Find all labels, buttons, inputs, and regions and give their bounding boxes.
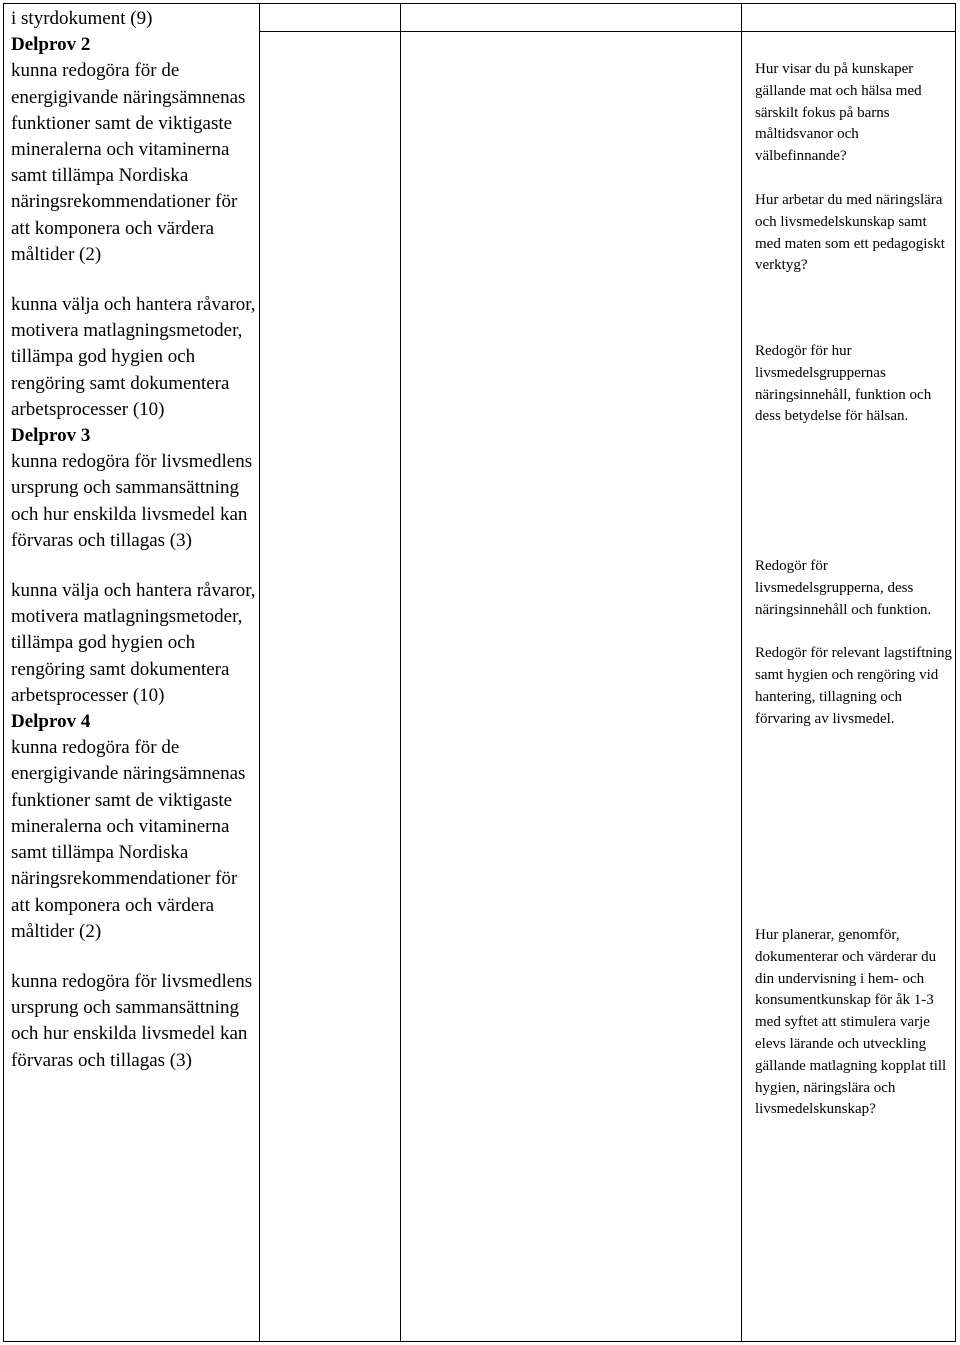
empty-cell bbox=[260, 32, 400, 1342]
goal-text: kunna redogöra för livsmedlens ursprung och sammansättning och hur enskilda livsmedel kan förvaras och tillagas (3) bbox=[11, 970, 253, 1071]
goal-text: kunna redogöra för de energigivande näringsämnenas funktioner samt de viktigaste mineralerna och vitaminerna samt tillämpa Nordiska näringsrekommendationer för att komponera och värdera måltider (2) bbox=[11, 737, 246, 942]
section-heading-delprov-4: Delprov 4 bbox=[11, 711, 91, 733]
goal-text: kunna redogöra för de energigivande näringsämnenas funktioner samt de viktigaste mineralerna och vitaminerna samt tillämpa Nordiska näringsrekommendationer för att komponera och värdera måltider (2) bbox=[11, 60, 246, 265]
question-text: Redogör för livsmedelsgrupperna, dess näringsinnehåll och funktion. bbox=[755, 558, 932, 618]
question-text: Redogör för hur livsmedelsgruppernas näringsinnehåll, funktion och dess betydelse för hälsan. bbox=[755, 343, 932, 425]
empty-cell bbox=[401, 32, 741, 1342]
goal-text: kunna välja och hantera råvaror, motivera matlagningsmetoder, tillämpa god hygien och rengöring samt dokumentera arbetsprocesser (10) bbox=[11, 580, 256, 706]
goals-column bbox=[11, 6, 259, 1074]
section-title: i styrdokument (9) bbox=[11, 8, 153, 29]
question-text: Redogör för relevant lagstiftning samt hygien och rengöring vid hantering, tillagning och förvaring av livsmedel. bbox=[755, 645, 953, 727]
column-divider bbox=[741, 3, 742, 1342]
question-text: Hur visar du på kunskaper gällande mat och hälsa med särskilt fokus på barns måltidsvanor och välbefinnande? bbox=[755, 61, 922, 165]
section-heading-delprov-3: Delprov 3 bbox=[11, 425, 91, 447]
questions-delprov-3 bbox=[755, 556, 953, 731]
question-text: Hur planerar, genomför, dokumenterar och värderar du din undervisning i hem- och konsumentkunskap för åk 1-3 med syftet att stimulera varje elevs lärande och utveckling gällande matlagning kopplat till hygien, näringslära och livsmedelskunskap? bbox=[755, 927, 947, 1118]
questions-delprov-4 bbox=[755, 925, 953, 1121]
questions-delprov-2 bbox=[755, 59, 953, 277]
question-text: Hur arbetar du med näringslära och livsmedelskunskap samt med maten som ett pedagogiskt verktyg? bbox=[755, 191, 945, 274]
section-heading-delprov-2: Delprov 2 bbox=[11, 34, 91, 56]
questions-delprov-2b bbox=[755, 341, 953, 428]
goal-text: kunna välja och hantera råvaror, motivera matlagningsmetoder, tillämpa god hygien och rengöring samt dokumentera arbetsprocesser (10) bbox=[11, 294, 256, 420]
goal-text: kunna redogöra för livsmedlens ursprung och sammansättning och hur enskilda livsmedel kan förvaras och tillagas (3) bbox=[11, 451, 253, 551]
